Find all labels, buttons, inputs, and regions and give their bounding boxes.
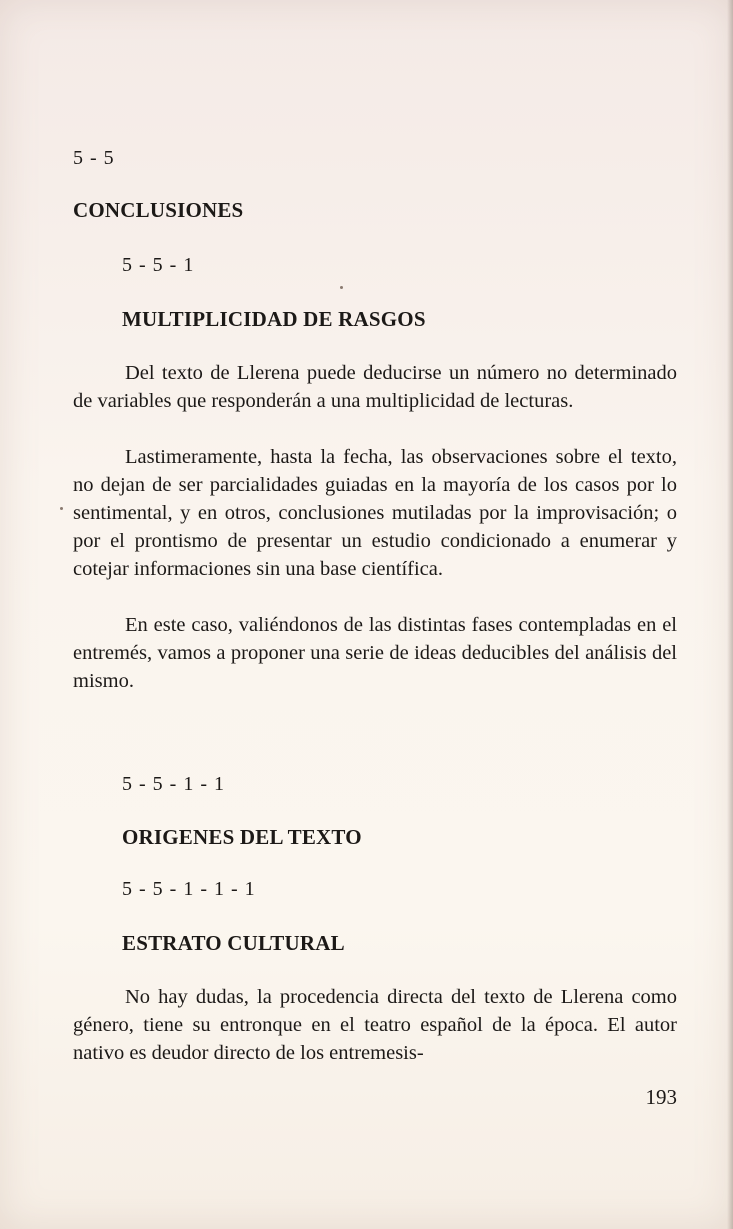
subsection-title: MULTIPLICIDAD DE RASGOS: [122, 307, 426, 331]
subsection-title: ESTRATO CULTURAL: [122, 931, 345, 955]
subsection-number: 5 - 5 - 1 - 1 - 1: [122, 878, 256, 900]
section-title: CONCLUSIONES: [73, 198, 244, 222]
subsection-number: 5 - 5 - 1: [122, 254, 195, 276]
body-text-block: [73, 983, 677, 1067]
paper-speck: [60, 507, 63, 510]
page-number: 193: [645, 1085, 677, 1109]
paragraph: No hay dudas, la procedencia directa del texto de Llerena como género, tiene su entronque en el teatro español de la época. El autor nativo es deudor directo de los entremesis-: [73, 986, 677, 1064]
section-number: 5 - 5: [73, 147, 115, 169]
subsection-title: ORIGENES DEL TEXTO: [122, 825, 362, 849]
subsection-number: 5 - 5 - 1 - 1: [122, 773, 225, 795]
paragraph: En este caso, valiéndonos de las distintas fases contempladas en el entremés, vamos a proponer una serie de ideas deducibles del análisis del mismo.: [73, 614, 677, 692]
paragraph: Del texto de Llerena puede deducirse un número no determinado de variables que responderán a una multiplicidad de lecturas.: [73, 362, 677, 412]
paper-speck: [340, 286, 343, 289]
paragraph: Lastimeramente, hasta la fecha, las observaciones sobre el texto, no dejan de ser parcialidades guiadas en la mayoría de los casos por lo sentimental, y en otros, conclusiones mutiladas por la improvisación; o por el prontismo de presentar un estudio condicionado a enumerar y cotejar informaciones sin una base científica.: [73, 446, 677, 580]
page-edge-shadow: [727, 0, 733, 1229]
body-text-block: [73, 359, 677, 695]
